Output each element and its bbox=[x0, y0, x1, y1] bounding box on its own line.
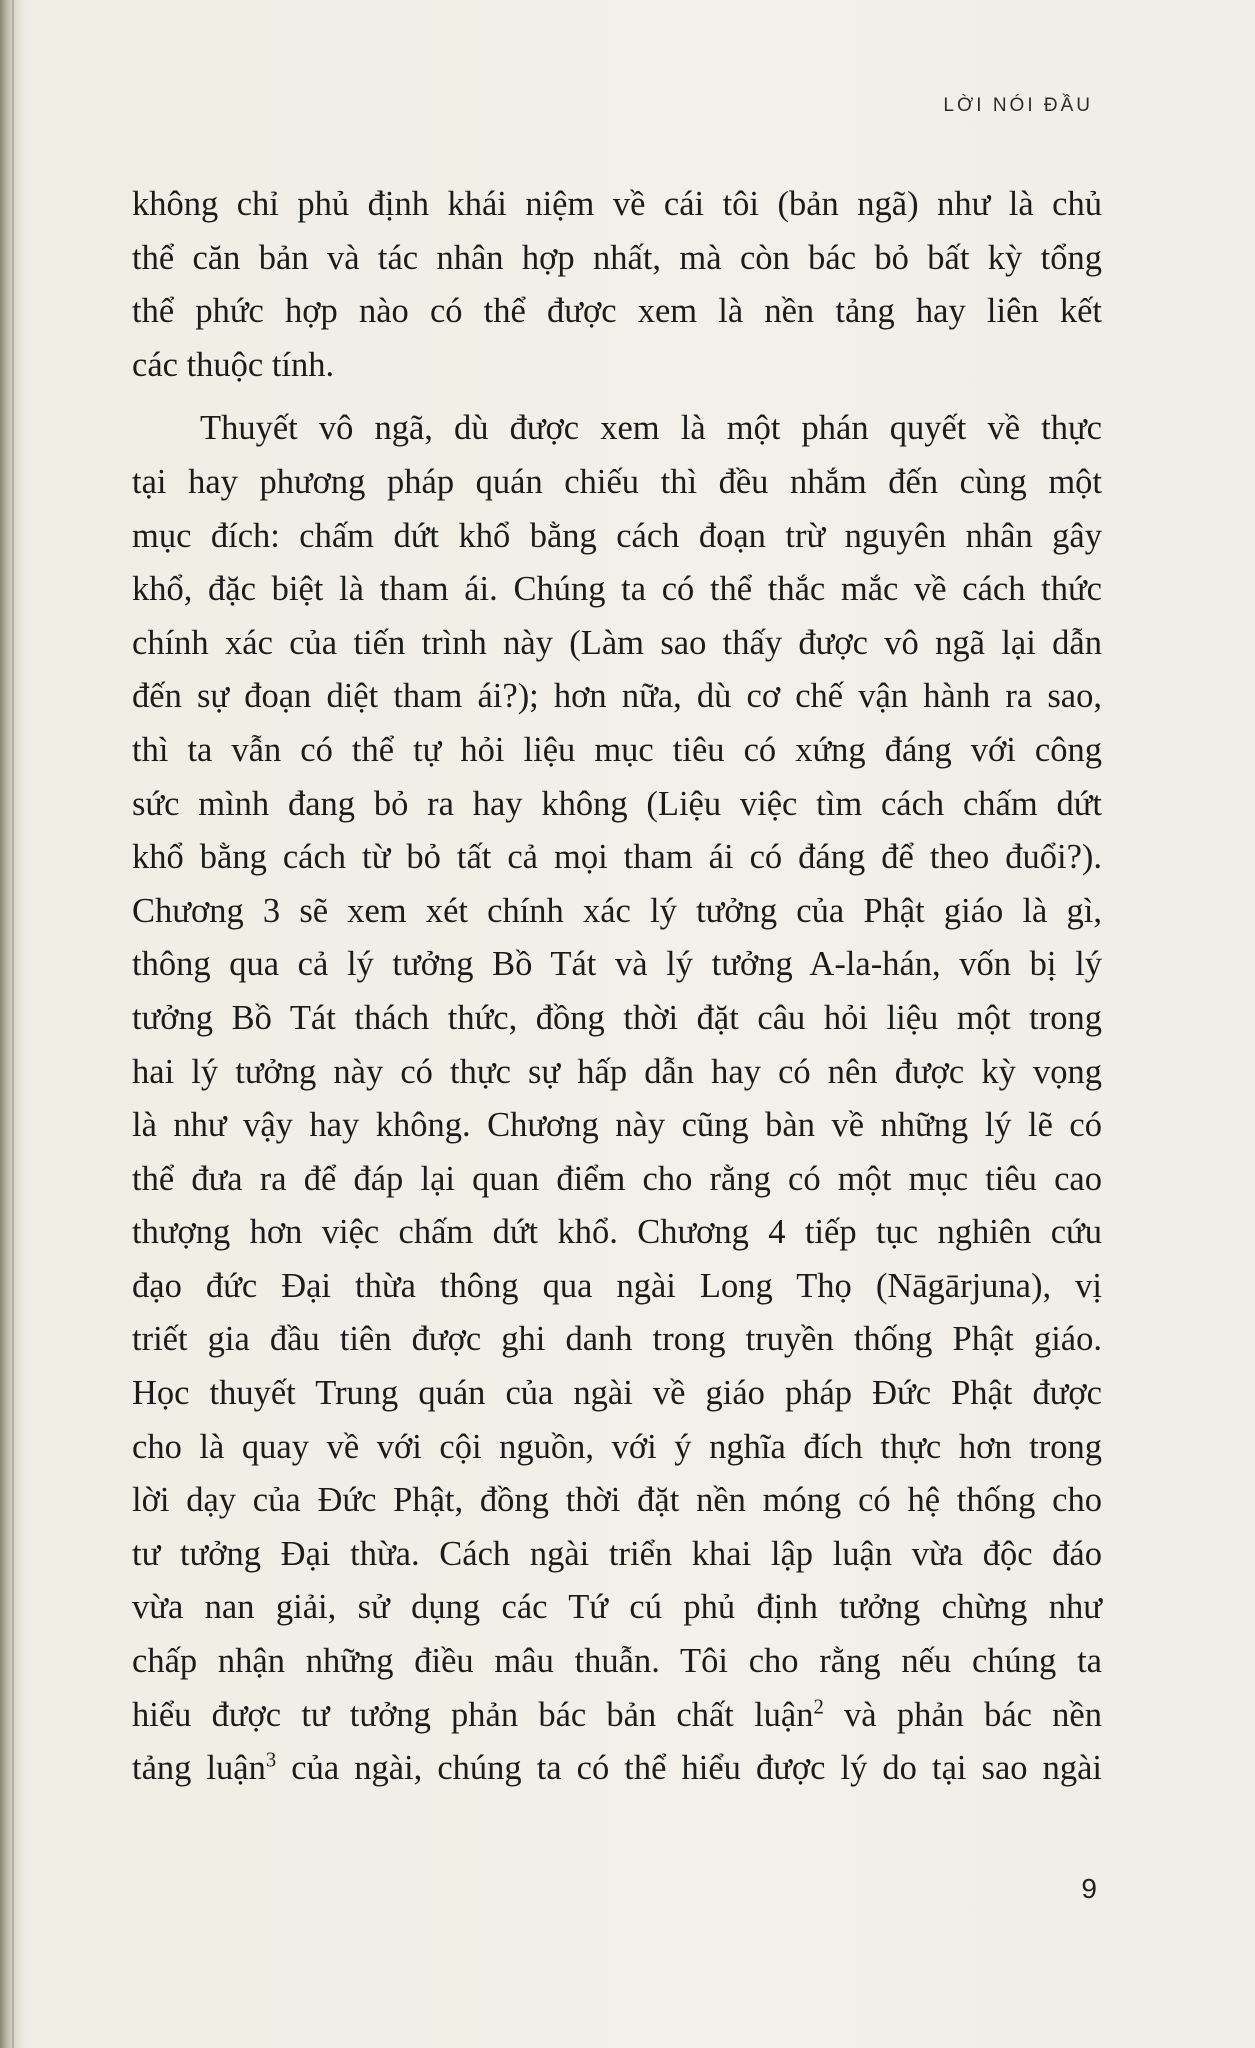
text-line: chính xác của tiến trình này (Làm sao thấy được vô ngã lại dẫn bbox=[132, 623, 1102, 662]
text-line: khổ, đặc biệt là tham ái. Chúng ta có thể thắc mắc về cách thức bbox=[132, 570, 1102, 609]
text-line: Chương 3 sẽ xem xét chính xác lý tưởng của Phật giáo là gì, bbox=[132, 891, 1102, 930]
line-text: và phản bác nền bbox=[823, 1695, 1102, 1734]
text-line: thì ta vẫn có thể tự hỏi liệu mục tiêu có xứng đáng với công bbox=[132, 730, 1102, 769]
text-line: mục đích: chấm dứt khổ bằng cách đoạn trừ nguyên nhân gây bbox=[132, 516, 1102, 555]
text-line: vừa nan giải, sử dụng các Tứ cú phủ định tưởng chừng như bbox=[132, 1588, 1102, 1627]
text-line: đạo đức Đại thừa thông qua ngài Long Thọ (Nāgārjuna), vị bbox=[132, 1266, 1102, 1305]
footnote-marker[interactable]: 3 bbox=[265, 1749, 277, 1772]
line-text: tảng luận bbox=[132, 1749, 266, 1788]
text-line: khổ bằng cách từ bỏ tất cả mọi tham ái có đáng để theo đuổi?). bbox=[132, 838, 1102, 877]
text-line: lời dạy của Đức Phật, đồng thời đặt nền móng có hệ thống cho bbox=[132, 1481, 1102, 1520]
page-number: 9 bbox=[1081, 1873, 1097, 1904]
text-line-with-footnote bbox=[132, 1742, 1102, 1796]
text-line: sức mình đang bỏ ra hay không (Liệu việc tìm cách chấm dứt bbox=[132, 784, 1102, 823]
text-line: thể đưa ra để đáp lại quan điểm cho rằng có một mục tiêu cao bbox=[132, 1159, 1102, 1198]
line-text: hiểu được tư tưởng phản bác bản chất luận bbox=[132, 1695, 814, 1734]
text-line: tại hay phương pháp quán chiếu thì đều nhắm đến cùng một bbox=[132, 462, 1102, 501]
line-text: của ngài, chúng ta có thể hiểu được lý do tại sao ngài bbox=[276, 1749, 1103, 1788]
text-line: không chỉ phủ định khái niệm về cái tôi (bản ngã) như là chủ bbox=[132, 185, 1102, 223]
text-line: tư tưởng Đại thừa. Cách ngài triển khai lập luận vừa độc đáo bbox=[132, 1534, 1102, 1573]
text-line: các thuộc tính. bbox=[132, 345, 335, 384]
body-text bbox=[132, 178, 1102, 1796]
text-line: Học thuyết Trung quán của ngài về giáo pháp Đức Phật được bbox=[132, 1374, 1102, 1413]
text-line: thượng hơn việc chấm dứt khổ. Chương 4 tiếp tục nghiên cứu bbox=[132, 1213, 1102, 1252]
text-line: hai lý tưởng này có thực sự hấp dẫn hay có nên được kỳ vọng bbox=[132, 1052, 1102, 1091]
text-line: thể phức hợp nào có thể được xem là nền tảng hay liên kết bbox=[132, 292, 1102, 331]
running-head: LỜI NÓI ĐẦU bbox=[943, 95, 1093, 116]
text-line: Thuyết vô ngã, dù được xem là một phán quyết về thực bbox=[200, 409, 1102, 448]
text-line: đến sự đoạn diệt tham ái?); hơn nữa, dù cơ chế vận hành ra sao, bbox=[132, 677, 1102, 716]
text-line: chấp nhận những điều mâu thuẫn. Tôi cho rằng nếu chúng ta bbox=[132, 1642, 1102, 1681]
page-gutter-shadow bbox=[12, 0, 14, 2048]
text-line: cho là quay về với cội nguồn, với ý nghĩa đích thực hơn trong bbox=[132, 1427, 1102, 1466]
text-line: là như vậy hay không. Chương này cũng bàn về những lý lẽ có bbox=[132, 1106, 1102, 1145]
footnote-marker[interactable]: 2 bbox=[813, 1696, 824, 1719]
text-line: triết gia đầu tiên được ghi danh trong truyền thống Phật giáo. bbox=[132, 1320, 1102, 1359]
text-line: tưởng Bồ Tát thách thức, đồng thời đặt câu hỏi liệu một trong bbox=[132, 998, 1102, 1037]
text-line: thể căn bản và tác nhân hợp nhất, mà còn bác bỏ bất kỳ tổng bbox=[132, 238, 1102, 277]
text-line-with-footnote bbox=[132, 1689, 1102, 1743]
text-line: thông qua cả lý tưởng Bồ Tát và lý tưởng A-la-hán, vốn bị lý bbox=[132, 945, 1102, 984]
